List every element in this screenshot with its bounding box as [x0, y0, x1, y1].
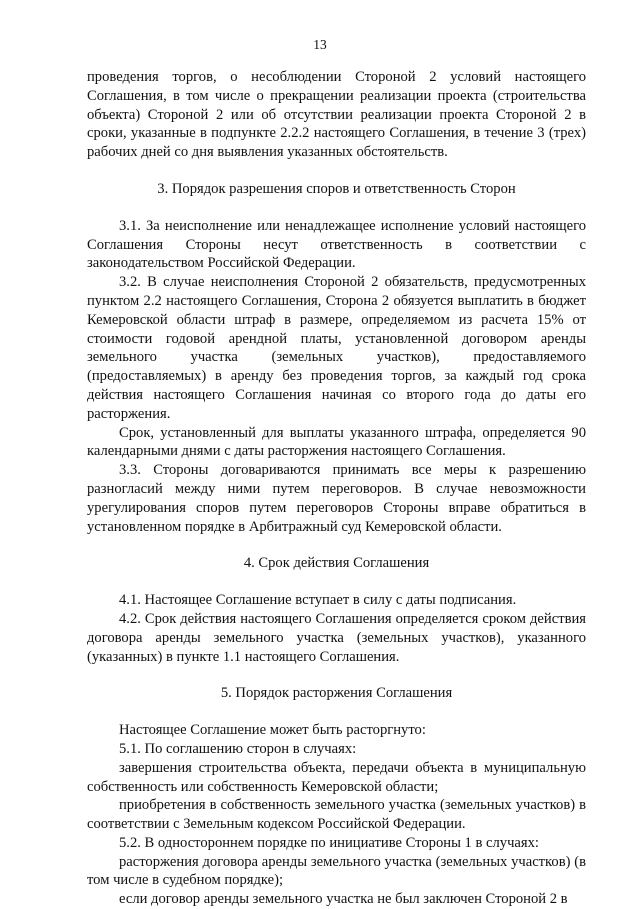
paragraph-acquisition-of-land: приобретения в собственность земельного участка (земельных участков) в соответствии с Земельным кодексом Российской Федерации.: [87, 797, 586, 833]
paragraph-may-be-terminated: Настоящее Соглашение может быть расторгнуто:: [119, 722, 426, 739]
paragraph-5-2: 5.2. В одностороннем порядке по инициативе Стороны 1 в случаях:: [119, 834, 539, 851]
page-number: 13: [313, 37, 327, 52]
paragraph-lease-not-concluded: если договор аренды земельного участка не был заключен Стороной 2 в: [119, 891, 568, 908]
paragraph-3-3: 3.3. Стороны договариваются принимать все меры к разрешению разногласий между ними путем переговоров. В случае невозможности урегулирования споров путем переговоров Стороны вправе обратиться в установленном порядке в Арбитражный суд Кемеровской области.: [87, 462, 586, 535]
paragraph-4-1: 4.1. Настоящее Соглашение вступает в силу с даты подписания.: [119, 592, 517, 609]
paragraph-3-2: 3.2. В случае неисполнения Стороной 2 обязательств, предусмотренных пунктом 2.2 настоящего Соглашения, Сторона 2 обязуется выплатить в бюджет Кемеровской области штраф в размере, определяемом из расчета 15% от стоимости годовой арендной платы, установленной договором аренды земельного участка (земельных участков), предоставляемого (предоставляемых) в аренду без проведения торгов, за каждый год срока действия настоящего Соглашения начиная со второго года до даты его расторжения.: [87, 274, 586, 422]
paragraph-5-1: 5.1. По соглашению сторон в случаях:: [119, 740, 357, 757]
paragraph-fine-deadline: Срок, установленный для выплаты указанного штрафа, определяется 90 календарными днями с даты расторжения настоящего Соглашения.: [87, 424, 586, 460]
paragraph-completion-of-construction: завершения строительства объекта, передачи объекта в муниципальную собственность или собственность Кемеровской области;: [87, 759, 586, 795]
paragraph-4-2: 4.2. Срок действия настоящего Соглашения определяется сроком действия договора аренды земельного участка (земельных участков), указанного (указанных) в пункте 1.1 настоящего Соглашения.: [87, 610, 586, 665]
section-4-heading: 4. Срок действия Соглашения: [243, 555, 430, 572]
paragraph-lease-termination: расторжения договора аренды земельного участка (земельных участков) (в том числе в судебном порядке);: [87, 853, 586, 889]
paragraph-torgi-continuation: проведения торгов, о несоблюдении Стороной 2 условий настоящего Соглашения, в том числе о прекращении реализации проекта (строительства объекта) Стороной 2 или об отсутствии реализации проекта Стороной 2 в сроки, указанные в подпункте 2.2.2 настоящего Соглашения, в течение 3 (трех) рабочих дней со дня выявления указанных обстоятельств.: [87, 69, 586, 161]
section-5-heading: 5. Порядок расторжения Соглашения: [220, 685, 453, 702]
document-body: [87, 68, 586, 909]
paragraph-3-1: 3.1. За неисполнение или ненадлежащее исполнение условий настоящего Соглашения Стороны несут ответственность в соответствии с законодательством Российской Федерации.: [87, 217, 586, 272]
section-3-heading: 3. Порядок разрешения споров и ответственность Сторон: [157, 180, 516, 197]
